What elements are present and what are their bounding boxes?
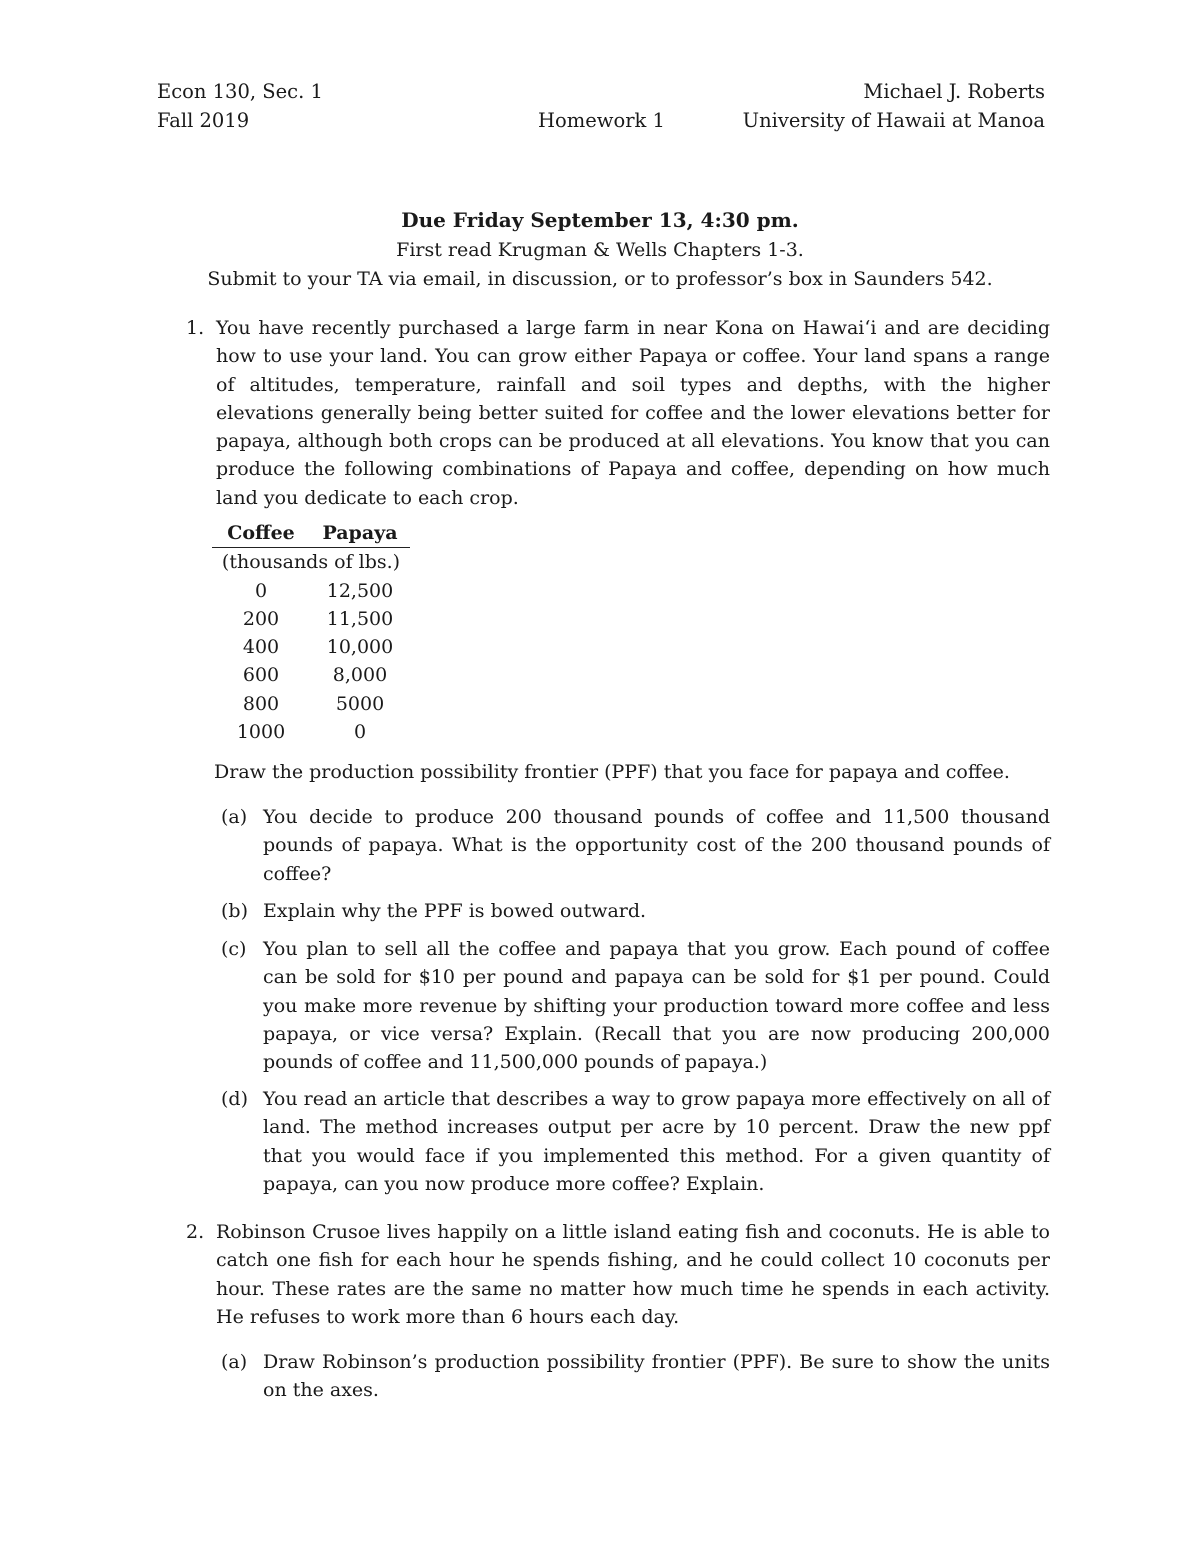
column-header-papaya: Papaya <box>310 519 410 548</box>
column-header-coffee: Coffee <box>212 519 310 548</box>
coffee-cell: 200 <box>242 607 280 630</box>
term-label: Fall 2019 <box>157 109 250 132</box>
question-1 <box>158 314 1050 512</box>
part-1b <box>213 897 1050 925</box>
question-number: 2. <box>186 1221 205 1243</box>
part-2a <box>213 1348 1050 1405</box>
due-date: Due Friday September 13, 4:30 pm. <box>401 208 799 232</box>
table-row <box>212 605 410 633</box>
question-text: You have recently purchased a large farm in near Kona on Hawai‘i and are deciding how to use your land. You can grow either Papaya or coffee. Your land spans a range of altitudes, temperature, rainfall and soil types and depths, with the higher elevations generally being better suited for coffee and the lower elevations better for papaya, although both crops can be produced at all elevations. You know that you can produce the following combinations of Papaya and coffee, depending on how much land you dedicate to each crop. <box>216 317 1050 509</box>
draw-instruction: Draw the production possibility frontier (PPF) that you face for papaya and coffee. <box>214 761 1010 783</box>
table-row <box>212 718 410 746</box>
papaya-cell: 10,000 <box>326 636 394 659</box>
papaya-cell: 12,500 <box>326 579 394 602</box>
part-label: (b) <box>221 900 248 922</box>
part-text: You plan to sell all the coffee and papaya that you grow. Each pound of coffee can be sold for $10 per pound and papaya can be sold for $1 per pound. Could you make more revenue by shifting your production toward more coffee and less papaya, or vice versa? Explain. (Recall that you are now producing 200,000 pounds of coffee and 11,500,000 pounds of papaya.) <box>263 938 1050 1074</box>
part-label: (a) <box>221 806 248 828</box>
question-2 <box>158 1218 1050 1331</box>
table-row <box>212 661 410 689</box>
part-label: (d) <box>221 1088 248 1110</box>
coffee-cell: 0 <box>254 579 268 602</box>
papaya-cell: 0 <box>353 721 367 744</box>
papaya-cell: 8,000 <box>332 664 388 687</box>
course-label: Econ 130, Sec. 1 <box>157 80 323 103</box>
ppf-table <box>212 519 410 746</box>
assignment-label: Homework 1 <box>538 109 665 132</box>
part-label: (a) <box>221 1351 248 1373</box>
submit-instruction: Submit to your TA via email, in discussion, or to professor’s box in Saunders 542. <box>207 268 993 290</box>
part-text: You decide to produce 200 thousand pounds of coffee and 11,500 thousand pounds of papaya. What is the opportunity cost of the 200 thousand pounds of coffee? <box>263 806 1050 885</box>
question-text: Robinson Crusoe lives happily on a little island eating fish and coconuts. He is able to catch one fish for each hour he spends fishing, and he could collect 10 coconuts per hour. These rates are the same no matter how much time he spends in each activity. He refuses to work more than 6 hours each day. <box>216 1221 1050 1328</box>
coffee-cell: 600 <box>242 664 280 687</box>
papaya-cell: 5000 <box>335 692 385 715</box>
instructor-name: Michael J. Roberts <box>863 80 1045 103</box>
units-row: (thousands of lbs.) <box>221 551 401 574</box>
papaya-cell: 11,500 <box>326 607 394 630</box>
university-name: University of Hawaii at Manoa <box>742 109 1045 132</box>
coffee-cell: 800 <box>242 692 280 715</box>
question-number: 1. <box>186 317 205 339</box>
part-text: Draw Robinson’s production possibility frontier (PPF). Be sure to show the units on the axes. <box>263 1351 1050 1402</box>
part-label: (c) <box>221 938 247 960</box>
reading-instruction: First read Krugman & Wells Chapters 1-3. <box>396 239 804 261</box>
table-row <box>212 690 410 718</box>
coffee-cell: 400 <box>242 636 280 659</box>
part-1c <box>213 935 1050 1076</box>
part-text: Explain why the PPF is bowed outward. <box>263 900 647 922</box>
coffee-cell: 1000 <box>236 721 286 744</box>
part-text: You read an article that describes a way to grow papaya more effectively on all of land. The method increases output per acre by 10 percent. Draw the new ppf that you would face if you implemented this method. For a given quantity of papaya, can you now produce more coffee? Explain. <box>263 1088 1050 1195</box>
table-row <box>212 577 410 605</box>
table-row <box>212 633 410 661</box>
part-1a <box>213 803 1050 888</box>
part-1d <box>213 1085 1050 1198</box>
